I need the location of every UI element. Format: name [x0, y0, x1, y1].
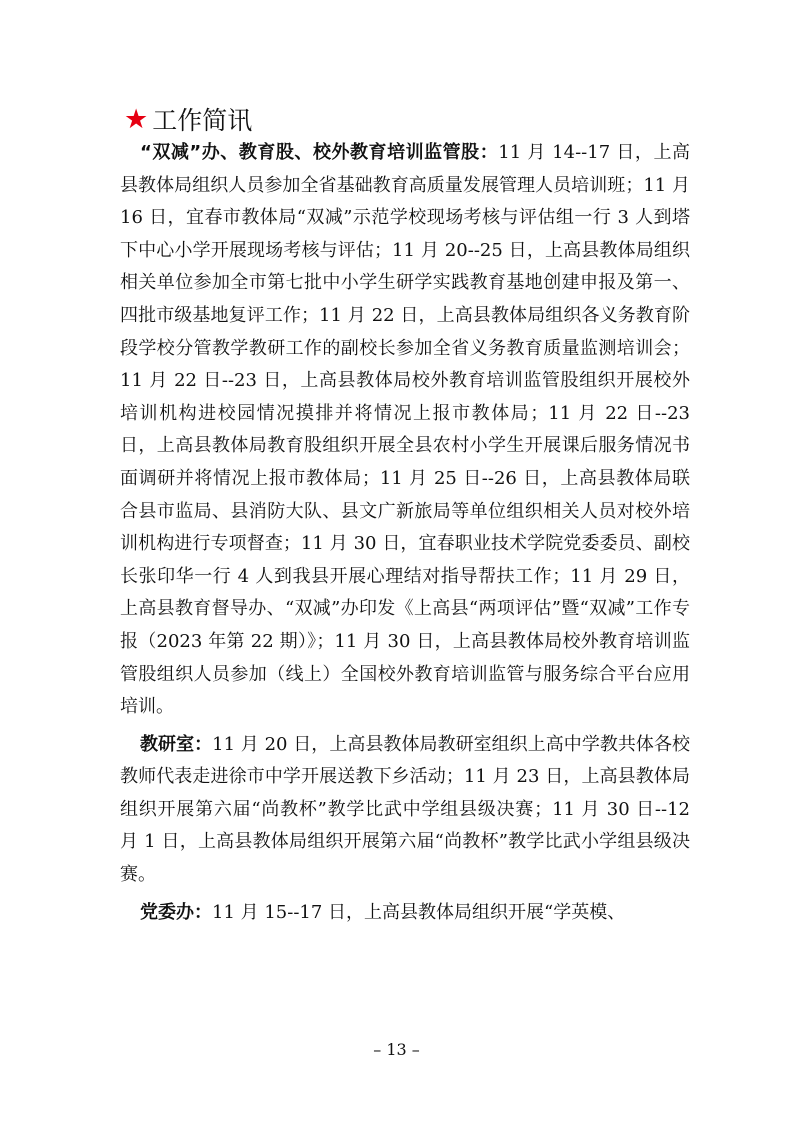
- paragraph-text: 11 月 20 日，上高县教体局教研室组织上高中学教共体各校教师代表走进徐市中学开展送教下乡活动；11 月 23 日，上高县教体局组织开展第六届“尚教杯”教学比武中学组县级决赛；11 月 30 日--12 月 1 日，上高县教体局组织开展第六届“尚教杯”教学比武小学组县级决赛。: [120, 733, 690, 886]
- star-icon: ★: [124, 103, 149, 135]
- paragraph-text: 11 月 14--17 日，上高县教体局组织人员参加全省基础教育高质量发展管理人员培训班；11 月 16 日，宜春市教体局“双减”示范学校现场考核与评估组一行 3 人到塔下中心小学开展现场考核与评估；11 月 20--25 日，上高县教体局组织相关单位参加全市第七批中小学生研学实践教育基地创建申报及第一、四批市级基地复评工作；11 月 22 日，上高县教体局组织各义务教育阶段学校分管教学教研工作的副校长参加全省义务教育质量监测培训会；11 月 22 日--23 日，上高县教体局校外教育培训监管股组织开展校外培训机构进校园情况摸排并将情况上报市教体局；11 月 22 日--23 日，上高县教体局教育股组织开展全县农村小学生开展课后服务情况书面调研并将情况上报市教体局；11 月 25 日--26 日，上高县教体局联合县市监局、县消防大队、县文广新旅局等单位组织相关人员对校外培训机构进行专项督查；11 月 30 日，宜春职业技术学院党委委员、副校长张印华一行 4 人到我县开展心理结对指导帮扶工作；11 月 29 日，上高县教育督导办、“双减”办印发《上高县“两项评估”暨“双减”工作专报（2023 年第 22 期）》；11 月 30 日，上高县教体局校外教育培训监管股组织人员参加（线上）全国校外教育培训监管与服务综合平台应用培训。: [120, 142, 690, 718]
- paragraph-lead: “双减”办、教育股、校外教育培训监管股：: [140, 142, 499, 163]
- document-body: [120, 137, 690, 929]
- paragraph-lead: 教研室：: [140, 733, 213, 755]
- section-heading: [124, 101, 252, 137]
- paragraph-text: 11 月 15--17 日，上高县教体局组织开展“学英模、: [212, 901, 626, 923]
- paragraph-lead: 党委办：: [140, 901, 212, 923]
- paragraph-shuangjian: [120, 137, 690, 724]
- paragraph-dangweiban: [120, 897, 690, 930]
- paragraph-jiaoyanshi: [120, 729, 690, 892]
- section-title: 工作简讯: [152, 106, 253, 135]
- page-number: – 13 –: [373, 1040, 420, 1059]
